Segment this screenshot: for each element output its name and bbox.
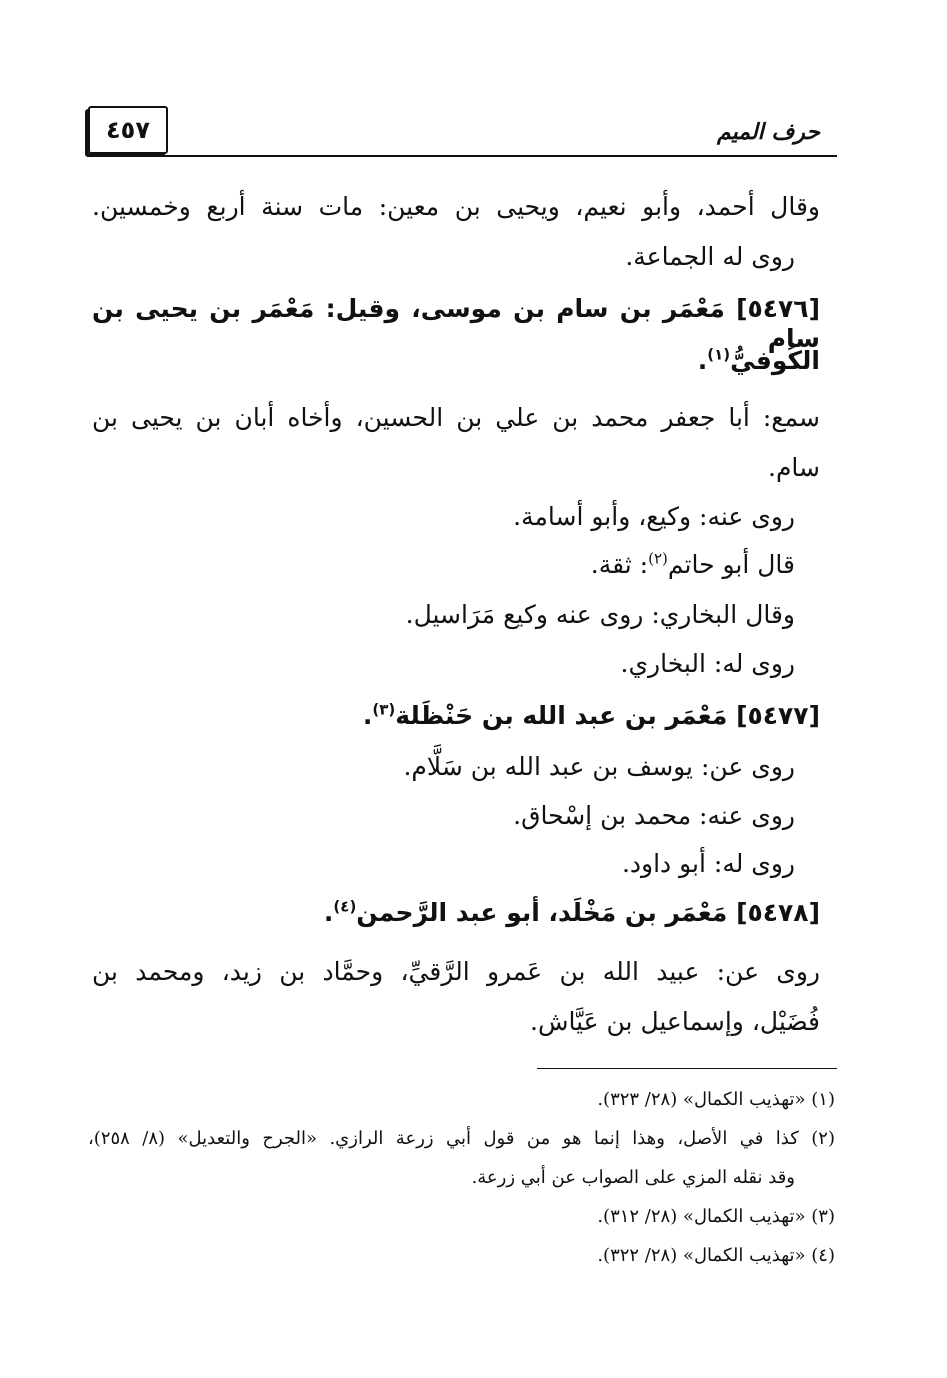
text-line: روى له: أبو داود. xyxy=(621,849,795,878)
text-line: فُضَيْل، وإسماعيل بن عَيَّاش. xyxy=(530,1007,820,1036)
footnote-1: (١) «تهذيب الكمال» (٢٨/ ٣٢٣). xyxy=(597,1089,835,1110)
footnote-ref: (٣) xyxy=(372,700,396,719)
text-line: روى له الجماعة. xyxy=(625,242,795,271)
heading-text: الكُوفيُّ xyxy=(730,346,820,375)
heading-text: [٥٤٧٧] مَعْمَر بن عبد الله بن حَنْظَلة xyxy=(395,701,820,730)
entry-heading-5477 xyxy=(363,701,820,731)
footnote-4: (٤) «تهذيب الكمال» (٢٨/ ٣٢٢). xyxy=(597,1245,835,1266)
running-title: حرف الميم xyxy=(716,120,820,145)
text-line: روى عنه: وكيع، وأبو أسامة. xyxy=(513,502,795,531)
heading-text: [٥٤٧٨] مَعْمَر بن مَخْلَد، أبو عبد الرَّحمن xyxy=(356,898,820,927)
entry-heading-5478 xyxy=(324,898,820,928)
footnote-rule xyxy=(537,1068,837,1069)
page-number: ٤٥٧ xyxy=(88,106,168,154)
footnote-ref: (١) xyxy=(707,345,731,364)
text-line: سمع: أبا جعفر محمد بن علي بن الحسين، وأخاه أبان بن يحيى بن xyxy=(92,403,820,432)
entry-heading-5476-cont xyxy=(698,346,820,376)
footnote-ref: (٤) xyxy=(333,897,357,916)
footnote-2-cont: وقد نقله المزي على الصواب عن أبي زرعة. xyxy=(471,1167,795,1188)
footnote-3: (٣) «تهذيب الكمال» (٢٨/ ٣١٢). xyxy=(597,1206,835,1227)
footnote-ref: (٢) xyxy=(648,549,668,568)
text-line: وقال أحمد، وأبو نعيم، ويحيى بن معين: مات سنة أربع وخمسين. xyxy=(92,192,820,221)
text-segment: : ثقة. xyxy=(590,550,649,579)
footnote-2: (٢) كذا في الأصل، وهذا إنما هو من قول أبي زرعة الرازي. «الجرح والتعديل» (٨/ ٢٥٨)، xyxy=(88,1128,835,1149)
text-line: روى له: البخاري. xyxy=(620,649,795,678)
heading-punctuation: . xyxy=(323,898,334,927)
text-segment: قال أبو حاتم xyxy=(667,550,795,579)
text-line: روى عنه: محمد بن إسْحاق. xyxy=(513,801,795,830)
heading-punctuation: . xyxy=(697,346,708,375)
header-rule xyxy=(90,155,837,157)
heading-punctuation: . xyxy=(362,701,373,730)
text-line: روى عن: يوسف بن عبد الله بن سَلَّام. xyxy=(403,752,795,781)
text-line xyxy=(591,550,795,580)
text-line: روى عن: عبيد الله بن عَمرو الرَّقيِّ، وحمَّاد بن زيد، ومحمد بن xyxy=(92,957,820,986)
text-line: وقال البخاري: روى عنه وكيع مَرَاسيل. xyxy=(405,600,795,629)
entry-heading-5476: [٥٤٧٦] مَعْمَر بن سام بن موسى، وقيل: مَعْمَر بن يحيى بن سام xyxy=(92,294,820,353)
text-line: سام. xyxy=(768,453,820,482)
